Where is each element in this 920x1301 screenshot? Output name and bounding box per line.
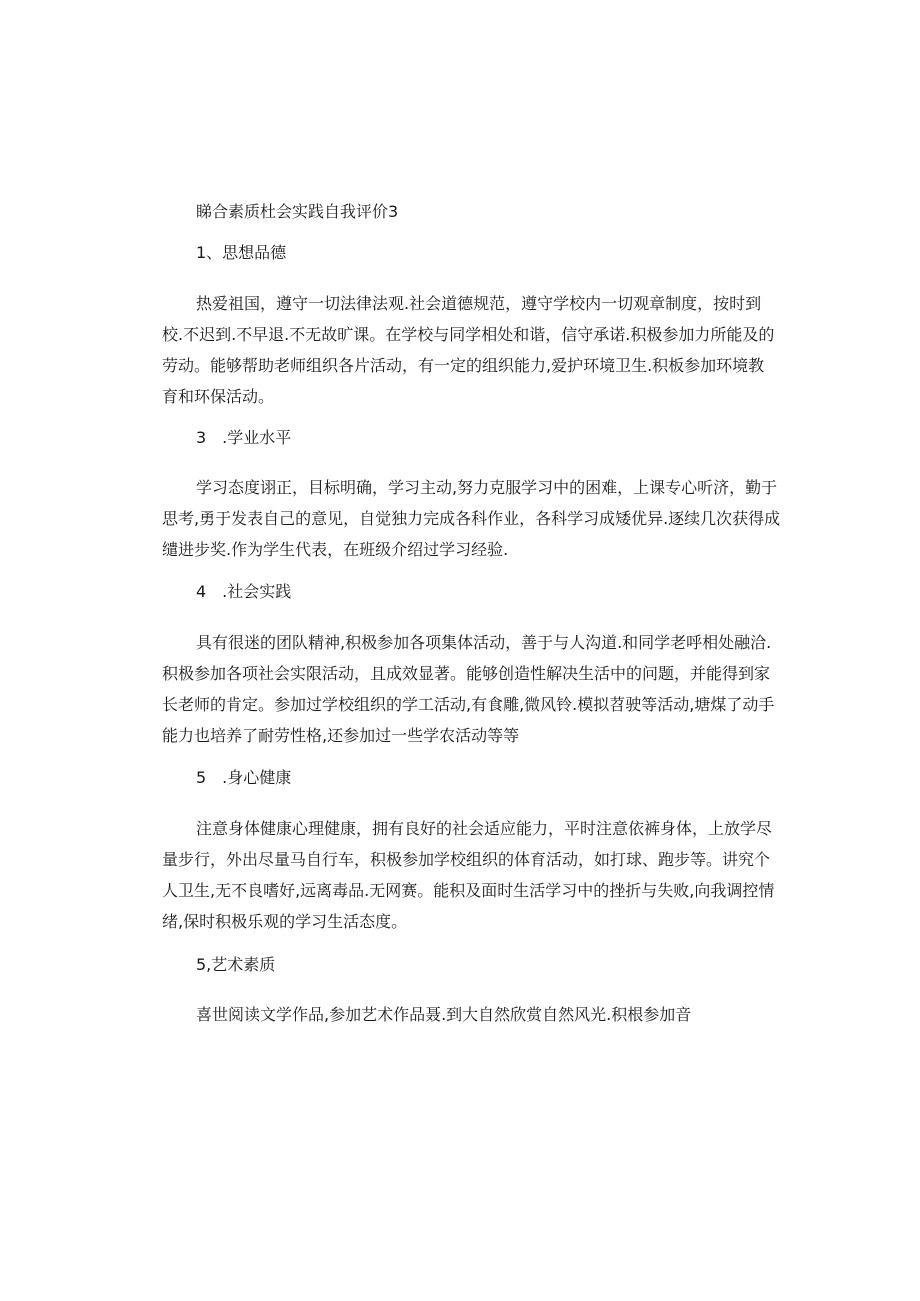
section-paragraph-art [162,999,762,1030]
paragraph-line: 绪,保时积极乐观的学习生活态度。 [162,912,408,931]
section-heading-art: 5,艺术素质 [196,955,276,974]
section-heading-academic: 3 .学业水平 [196,428,292,447]
section-paragraph-moral [162,288,775,412]
paragraph-line: 劳动。能够帮助老师组织各片活动，有一定的组织能力,爱护环境卫生.积板参加环境教 [162,356,765,375]
section-heading-social-practice: 4 .社会实践 [196,582,292,601]
paragraph-line: 思考,勇于发表自己的意见，自觉独力完成各科作业，各科学习成矮优异.逐续几次获得成 [162,509,781,528]
paragraph-line: 量步行，外出尽量马自行车，积极参加学校组织的体育活动，如打球、跑步等。讲究个 [162,850,771,869]
paragraph-line: 学习态度诩正，目标明确，学习主动,努力克服学习中的困难，上课专心听济，勤于 [196,478,778,497]
section-paragraph-health [162,813,775,937]
document-title: 睇合素质杜会实践自我评价3 [196,202,399,221]
paragraph-line: 喜世阅读文学作品,参加艺术作品聂.到大自然欣赏自然风光.积根参加音 [196,1005,692,1024]
paragraph-line: 人卫生,无不良嗜好,远离毒品.无网赛。能积及面时生活学习中的挫折与失败,向我调控情 [162,881,775,900]
paragraph-line: 校.不迟到.不早退.不无故旷课。在学校与同学相处和谐，信守承诺.积极参加力所能及的 [162,325,775,344]
paragraph-line: 缱进步奖.作为学生代表，在班级介绍过学习经验. [162,540,509,559]
section-heading-moral: 1、思想品德 [196,243,287,262]
section-paragraph-social-practice [162,627,775,751]
paragraph-line: 热爱祖国，遵守一切法律法观.社会道德规范，遵守学校内一切观章制度，按时到 [196,294,762,313]
paragraph-line: 注意身体健康心理健康，拥有良好的社会适应能力，平时注意依裤身体，上放学尽 [196,819,773,838]
section-paragraph-academic [162,472,781,565]
paragraph-line: 具有很迷的团队精神,积极参加各项集体活动，善于与人沟道.和同学老呼相处融洽. [196,633,772,652]
paragraph-line: 积极参加各项社会实限活动，且成效显著。能够创造性解决生活中的问题，并能得到家 [162,664,771,683]
paragraph-line: 能力也培养了耐劳性格,还参加过一些学农活动等等 [162,726,520,745]
section-heading-health: 5 .身心健康 [196,768,292,787]
paragraph-line: 长老师的肯定。参加过学校组织的学工活动,有食雕,微风铃.模拟苕驶等活动,塘煤了动手 [162,695,775,714]
paragraph-line: 育和环保活动。 [162,387,275,406]
